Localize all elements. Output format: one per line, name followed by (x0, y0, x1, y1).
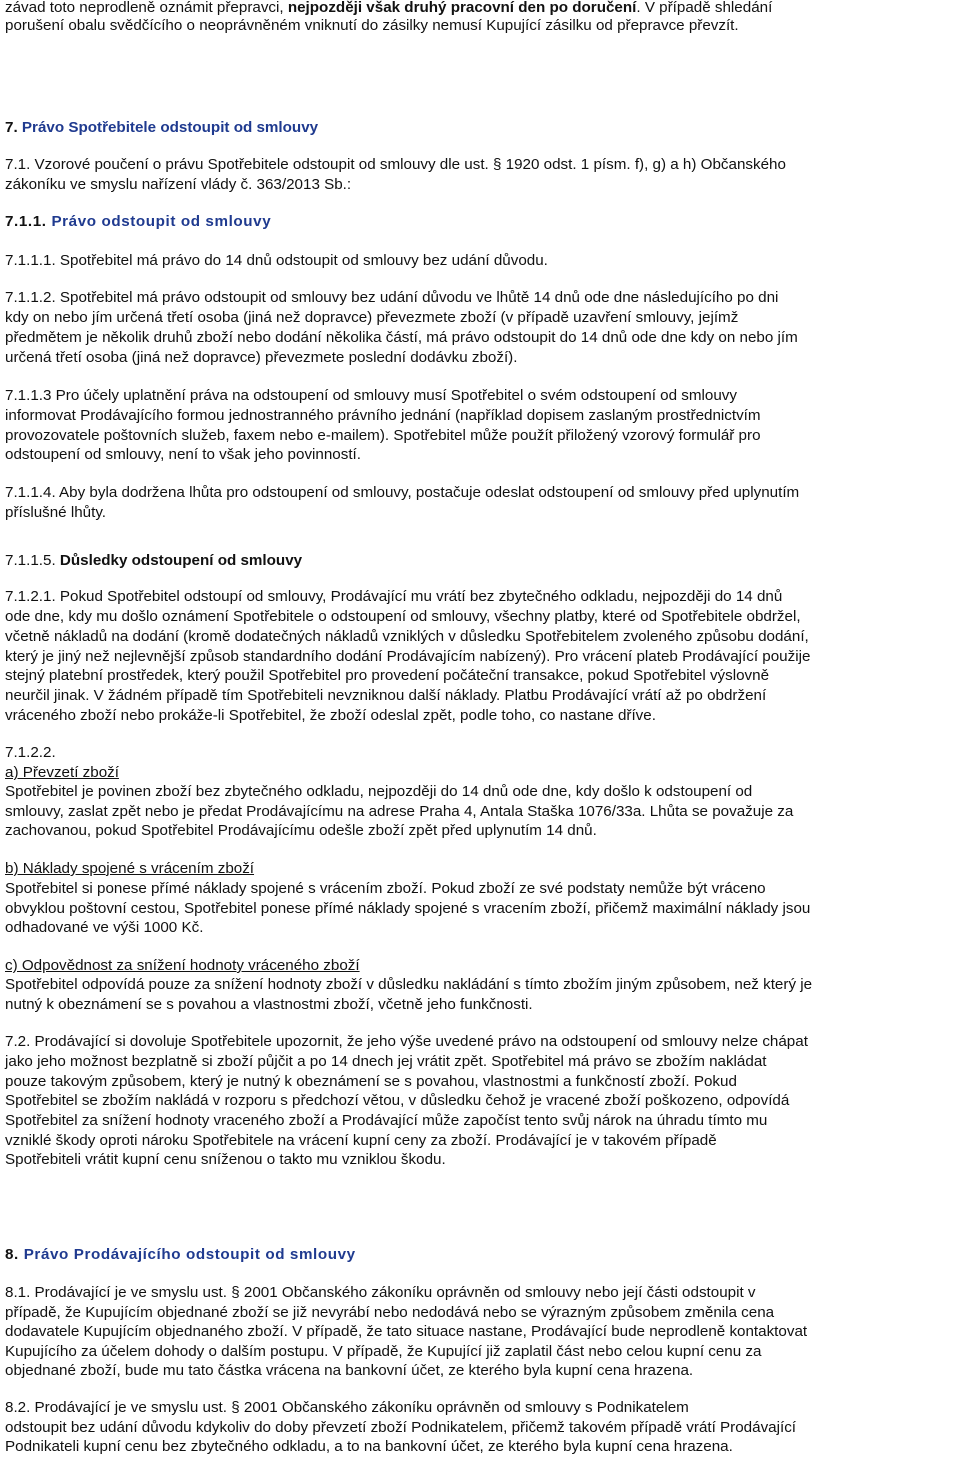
p-7-1-1-2-line-2: kdy on nebo jím určená třetí osoba (jiná než dopravce) převezmete zboží (v případě uzavření smlouvy, jejímž (5, 309, 739, 326)
p-7-1-2-1-line-2: ode dne, kdy mu došlo oznámení Spotřebitele o odstoupení od smlouvy, všechny platby, které od Spotřebitele obdržel, (5, 608, 801, 625)
section-7-number: 7. (5, 119, 18, 136)
p-c-line-2: nutný k obeznámení se s povahou a vlastnostmi zboží, včetně jeho funkčnosti. (5, 996, 533, 1013)
p-a-line-2: smlouvy, zaslat zpět nebo je předat Prodávajícímu na adrese Praha 4, Antala Staška 1076/33a. Lhůta se považuje za (5, 803, 794, 820)
subsection-a-title: a) Převzetí zboží (5, 764, 119, 781)
subsection-7-1-1-5-title: Důsledky odstoupení od smlouvy (59, 552, 303, 569)
subsection-7-1-1-heading (5, 212, 271, 232)
p-8-1-line-1: 8.1. Prodávající je ve smyslu ust. § 2001 Občanského zákoníku oprávněn od smlouvy nebo její části odstoupit v (5, 1284, 756, 1301)
p-8-2-line-1: 8.2. Prodávající je ve smyslu ust. § 2001 Občanského zákoníku oprávněn od smlouvy s Podnikatelem (5, 1399, 689, 1416)
p-7-2-line-7: Spotřebiteli vrátit kupní cenu sníženou o takto mu vzniklou škodu. (5, 1151, 446, 1168)
intro-text: závad toto neprodleně oznámit přepravci, (5, 0, 288, 16)
intro-line-1 (5, 0, 772, 18)
subsection-7-1-1-5-heading (5, 551, 302, 571)
p-7-1-2-1-line-3: včetně nákladů na dodání (kromě dodatečných nákladů vzniklých v důsledku Spotřebitelem zvoleného způsobu dodání, (5, 628, 809, 645)
p-7-1-1-2-line-4: určená třetí osoba (jiná než dopravce) převezmete poslední dodávku zboží). (5, 349, 518, 366)
subsection-c-title: c) Odpovědnost za snížení hodnoty vráceného zboží (5, 957, 360, 974)
p-7-1-line-1: 7.1. Vzorové poučení o právu Spotřebitele odstoupit od smlouvy dle ust. § 1920 odst. 1 písm. f), g) a h) Občanského (5, 156, 786, 173)
p-8-1-line-3: dodavatele Kupujícím objednaného zboží. V případě, že tato situace nastane, Prodávající bude neprodleně kontaktovat (5, 1323, 808, 1340)
section-7-title: Právo Spotřebitele odstoupit od smlouvy (21, 119, 319, 136)
subsection-7-1-1-number: 7.1.1. (5, 213, 47, 230)
p-a-line-1: Spotřebitel je povinen zboží bez zbytečného odkladu, nejpozději do 14 dnů ode dne, kdy došlo k odstoupení od (5, 783, 753, 800)
intro-line-2: porušení obalu svědčícího o neoprávněném vniknutí do zásilky nemusí Kupující zásilku od přepravce převzít. (5, 17, 739, 34)
p-8-1-line-2: případě, že Kupujícím objednané zboží se již nevyrábí nebo nedodává nebo se výrazným způsobem změnila cena (5, 1304, 775, 1321)
p-7-2-line-4: Spotřebitel se zbožím nakládá v rozporu s předchozí větou, v důsledku čehož je vracené zboží poškozeno, odpovídá (5, 1092, 790, 1109)
subsection-b-title: b) Náklady spojené s vrácením zboží (5, 860, 255, 877)
p-7-2-line-1: 7.2. Prodávající si dovoluje Spotřebitele upozornit, že jeho výše uvedené právo na odstoupení od smlouvy nelze chápat (5, 1033, 808, 1050)
p-7-1-1-1: 7.1.1.1. Spotřebitel má právo do 14 dnů odstoupit od smlouvy bez udání důvodu. (5, 252, 548, 269)
section-8-number: 8. (5, 1246, 19, 1263)
p-7-1-1-2-line-1: 7.1.1.2. Spotřebitel má právo odstoupit od smlouvy bez udání důvodu ve lhůtě 14 dnů ode dne následujícího po dni (5, 289, 779, 306)
p-7-1-1-4-line-2: příslušné lhůty. (5, 504, 107, 521)
p-8-2-line-2: odstoupit bez udání důvodu kdykoliv do doby převzetí zboží Podnikatelem, přičemž takovém případě vrátí Prodávající (5, 1419, 797, 1436)
section-8-title: Právo Prodávajícího odstoupit od smlouvy (23, 1246, 356, 1263)
p-7-1-2-1-line-1: 7.1.2.1. Pokud Spotřebitel odstoupí od smlouvy, Prodávající mu vrátí bez zbytečného odkladu, nejpozději do 14 dnů (5, 588, 783, 605)
p-7-1-1-3-line-4: odstoupení od smlouvy, není to však jeho povinností. (5, 446, 362, 463)
p-7-1-1-3-line-3: provozovatele poštovních služeb, faxem nebo e-mailem). Spotřebitel může použít přiložený vzorový formulář pro (5, 427, 761, 444)
p-7-2-line-6: vzniklé škody oproti nároku Spotřebitele na vrácení kupní ceny za zboží. Prodávající je v takovém případě (5, 1132, 717, 1149)
section-8-heading (5, 1245, 356, 1265)
section-7-heading (5, 118, 318, 138)
p-7-1-2-1-line-6: neurčil jinak. V žádném případě tím Spotřebiteli nevzniknou další náklady. Platbu Prodávající vrátí až po obdržení (5, 687, 767, 704)
p-7-1-1-3-line-1: 7.1.1.3 Pro účely uplatnění práva na odstoupení od smlouvy musí Spotřebitel o svém odstoupení od smlouvy (5, 387, 737, 404)
p-a-line-3: zachovanou, pokud Spotřebitel Prodávajícímu odešle zboží zpět před uplynutím 14 dnů. (5, 822, 597, 839)
p-7-1-line-2: zákoníku ve smyslu nařízení vlády č. 363/2013 Sb.: (5, 176, 352, 193)
subsection-7-1-1-title: Právo odstoupit od smlouvy (51, 213, 272, 230)
p-7-1-2-2-number: 7.1.2.2. (5, 744, 56, 761)
p-7-1-1-2-line-3: předmětem je několik druhů zboží nebo dodání několika částí, má právo odstoupit do 14 dnů ode dne kdy on nebo jím (5, 329, 798, 346)
p-8-1-line-4: Kupujícího za účelem dohody o dalším postupu. V případě, že Kupující již zaplatil část nebo celou kupní cenu za (5, 1343, 762, 1360)
p-7-1-1-4-line-1: 7.1.1.4. Aby byla dodržena lhůta pro odstoupení od smlouvy, postačuje odeslat odstoupení od smlouvy před uplynutím (5, 484, 800, 501)
intro-bold-deadline: nejpozději však druhý pracovní den po doručení (287, 0, 637, 16)
p-8-1-line-5: objednané zboží, bude mu tato částka vrácena na bankovní účet, ze kterého byla kupní cena hrazena. (5, 1362, 694, 1379)
p-7-2-line-2: jako jeho možnost bezplatně si zboží půjčit a po 14 dnech jej vrátit zpět. Spotřebitel má právo se zbožím nakládat (5, 1053, 767, 1070)
p-7-2-line-5: Spotřebitel za snížení hodnoty vraceného zboží a Prodávající může započíst tento svůj nárok na úhradu tímto mu (5, 1112, 768, 1129)
subsection-7-1-1-5-number: 7.1.1.5. (5, 552, 56, 569)
p-7-1-2-1-line-5: stejný platební prostředek, který použil Spotřebitel pro provedení počáteční transakce, pokud Spotřebitel výslovně (5, 667, 770, 684)
p-7-1-1-3-line-2: informovat Prodávajícího formou jednostranného právního jednání (například dopisem zaslaným prostřednictvím (5, 407, 761, 424)
p-c-line-1: Spotřebitel odpovídá pouze za snížení hodnoty zboží v důsledku nakládání s tímto zbožím jiným způsobem, než který je (5, 976, 813, 993)
p-7-1-2-1-line-7: vráceného zboží nebo prokáže-li Spotřebitel, že zboží odeslal zpět, podle toho, co nastane dříve. (5, 707, 656, 724)
p-8-2-line-3: Podnikateli kupní cenu bez zbytečného odkladu, a to na bankovní účet, ze kterého byla kupní cena hrazena. (5, 1438, 733, 1455)
p-b-line-3: odhadované ve výši 1000 Kč. (5, 919, 204, 936)
p-7-2-line-3: pouze takovým způsobem, který je nutný k obeznámení se s povahou, vlastnostmi a funkčností zboží. Pokud (5, 1073, 737, 1090)
p-b-line-2: obvyklou poštovní cestou, Spotřebitel ponese přímé náklady spojené s vracením zboží, přičemž maximální náklady jsou (5, 900, 811, 917)
intro-text-end: . V případě shledání (636, 0, 773, 16)
p-7-1-2-1-line-4: který je jiný než nejlevnější způsob standardního dodání Prodávajícím nabízený). Pro vrácení plateb Prodávající použije (5, 648, 811, 665)
p-b-line-1: Spotřebitel si ponese přímé náklady spojené s vrácením zboží. Pokud zboží ze své podstaty nemůže být vráceno (5, 880, 766, 897)
